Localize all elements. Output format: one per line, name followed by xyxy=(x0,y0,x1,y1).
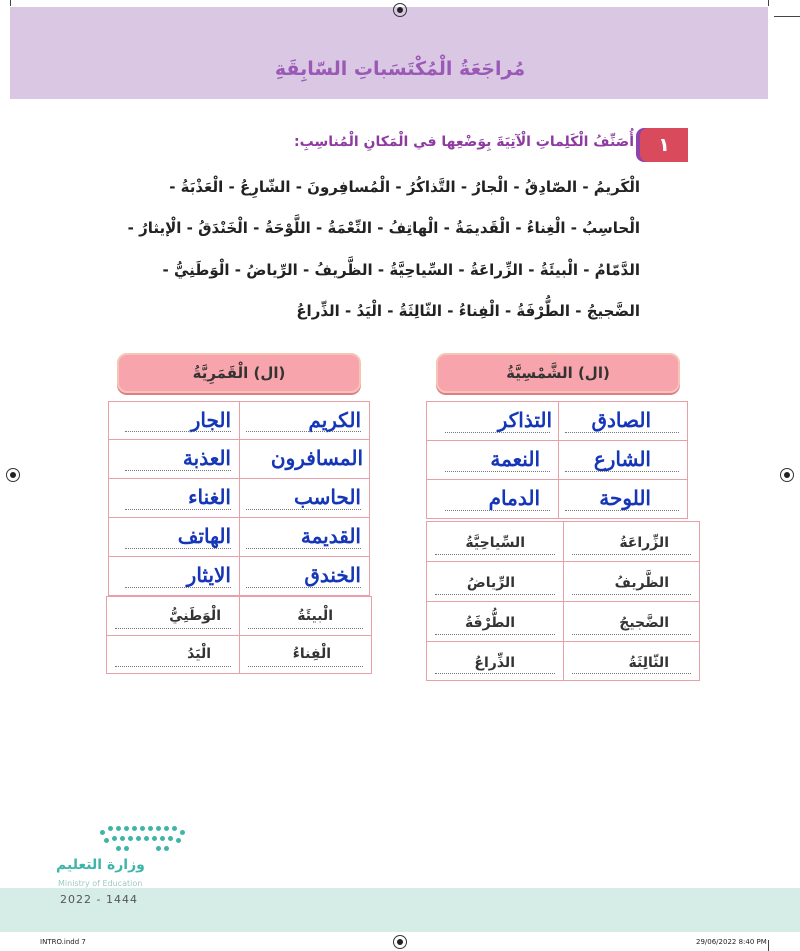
registration-mark-left xyxy=(6,468,20,482)
dotted-line xyxy=(565,432,679,433)
question-number-badge: ١ xyxy=(640,128,688,162)
answer-word: المسافرون xyxy=(270,446,363,470)
dotted-line xyxy=(572,673,691,674)
dotted-line xyxy=(246,431,361,432)
printed-word: الْبيئَةُ xyxy=(297,608,333,624)
dotted-line xyxy=(248,666,363,667)
dotted-line xyxy=(435,554,555,555)
table-cell xyxy=(239,556,370,596)
table-cell xyxy=(563,641,700,681)
word-list-line: الضَّجيجُ - الطُّرْفَةُ - الْفِناءُ - الثّالِثَةُ - الْيَدُ - الذِّراعُ xyxy=(296,302,640,320)
word-list-line: الدَّمّامُ - الْبيئَةُ - الزِّراعَةُ - السِّياحِيَّةُ - الظَّريفُ - الرِّياضُ - الْوَطَنِيُّ - xyxy=(162,261,640,279)
dotted-line xyxy=(125,587,231,588)
dotted-line xyxy=(435,634,555,635)
dotted-line xyxy=(115,666,231,667)
dotted-line xyxy=(445,471,550,472)
printed-word: الطُّرْفَةُ xyxy=(464,615,515,631)
answer-word: الخندق xyxy=(304,563,361,587)
table-cell xyxy=(426,401,559,441)
table-cell xyxy=(239,596,372,636)
dotted-line xyxy=(572,634,691,635)
dotted-line xyxy=(445,432,550,433)
printed-word: الظَّريفُ xyxy=(614,575,669,591)
dotted-line xyxy=(246,509,361,510)
crop-mark xyxy=(10,0,11,6)
printed-word: الرِّياضُ xyxy=(466,575,515,591)
table-cell xyxy=(563,601,700,642)
dotted-line xyxy=(125,548,231,549)
dotted-line xyxy=(445,510,550,511)
answer-word: الايثار xyxy=(186,563,231,587)
slug-date: 29/06/2022 8:40 PM xyxy=(696,938,767,946)
table-cell xyxy=(106,596,240,636)
shamsiya-printed-table xyxy=(426,521,700,681)
crop-mark xyxy=(774,16,800,17)
table-cell xyxy=(239,517,370,557)
printed-word: الذِّراعُ xyxy=(474,655,515,671)
table-cell xyxy=(426,479,559,519)
answer-word: الشارع xyxy=(593,447,651,471)
dotted-line xyxy=(565,471,679,472)
answer-word: الكريم xyxy=(308,408,361,432)
dotted-line xyxy=(572,554,691,555)
answer-word: اللوحة xyxy=(599,486,651,510)
answer-word: الجار xyxy=(190,408,231,432)
table-cell xyxy=(239,401,370,440)
table-cell xyxy=(426,601,564,642)
answer-word: القديمة xyxy=(300,524,361,548)
printed-word: السِّياحِيَّةُ xyxy=(465,535,525,551)
table-cell xyxy=(563,561,700,602)
table-cell xyxy=(108,401,240,440)
answer-word: الصادق xyxy=(591,408,651,432)
table-cell xyxy=(239,439,370,479)
answer-word: العذبة xyxy=(182,446,231,470)
header-band xyxy=(10,7,768,99)
answer-word: الهاتف xyxy=(177,524,231,548)
dotted-line xyxy=(435,594,555,595)
registration-mark-bottom xyxy=(393,935,407,949)
table-cell xyxy=(108,556,240,596)
printed-word: الْوَطَنِيُّ xyxy=(169,608,221,624)
table-cell xyxy=(108,478,240,518)
qamariya-handwritten-table xyxy=(108,401,370,596)
dotted-line xyxy=(565,510,679,511)
table-cell xyxy=(239,635,372,674)
dotted-line xyxy=(125,509,231,510)
registration-mark-right xyxy=(780,468,794,482)
question-instruction: أُصَنِّفُ الْكَلِماتِ الْآتِيَةَ بِوَضْعِها في الْمَكانِ الْمُناسِبِ: xyxy=(294,134,634,150)
dotted-line xyxy=(125,470,231,471)
dotted-line xyxy=(572,594,691,595)
answer-word: الدمام xyxy=(488,486,540,510)
ministry-name-ar: وزارة التعليم xyxy=(56,857,145,873)
shamsiya-handwritten-table xyxy=(426,401,688,519)
printed-word: الثّالِثَةُ xyxy=(628,655,669,671)
printed-word: الضَّجيجُ xyxy=(619,615,669,631)
registration-mark-top xyxy=(393,3,407,17)
dotted-line xyxy=(248,628,363,629)
table-cell xyxy=(108,517,240,557)
dotted-line xyxy=(246,548,361,549)
answer-word: الحاسب xyxy=(293,485,361,509)
table-cell xyxy=(426,521,564,562)
qamariya-printed-table xyxy=(106,596,372,674)
table-cell xyxy=(426,561,564,602)
word-list-line: الْحاسِبُ - الْغِناءُ - الْقَديمَةُ - الْهاتِفُ - النِّعْمَةُ - اللَّوْحَةُ - الْخَنْدَقُ - الْإيثارُ - xyxy=(127,219,640,237)
slug-filename: INTRO.indd 7 xyxy=(40,938,86,946)
table-cell xyxy=(108,439,240,479)
table-cell xyxy=(563,521,700,562)
word-list-line: الْكَريمُ - الصّادِقُ - الْجارُ - التَّذاكُرُ - الْمُسافِرونَ - الشّارِعُ - الْعَذْبَةُ - xyxy=(169,178,640,196)
dotted-line xyxy=(125,431,231,432)
printed-word: الْيَدُ xyxy=(187,646,211,662)
table-cell xyxy=(558,401,688,441)
table-cell xyxy=(106,635,240,674)
table-cell xyxy=(426,440,559,480)
dotted-line xyxy=(246,587,361,588)
edition-year: 2022 - 1444 xyxy=(60,893,138,906)
printed-word: الزِّراعَةُ xyxy=(619,535,669,551)
shamsiya-label: (ال) الشَّمْسِيَّةُ xyxy=(436,353,680,393)
answer-word: النعمة xyxy=(490,447,540,471)
table-cell xyxy=(239,478,370,518)
table-cell xyxy=(426,641,564,681)
page-title: مُراجَعَةُ الْمُكْتَسَباتِ السّابِقَةِ xyxy=(274,58,526,80)
answer-word: التذاكر xyxy=(497,408,552,432)
ministry-name-en: Ministry of Education xyxy=(58,879,143,888)
dotted-line xyxy=(435,673,555,674)
qamariya-label: (ال) الْقَمَرِيَّةُ xyxy=(117,353,361,393)
answer-word: الغناء xyxy=(188,485,231,509)
crop-mark xyxy=(768,0,769,6)
table-cell xyxy=(558,440,688,480)
crop-mark xyxy=(768,940,769,951)
printed-word: الْفِناءُ xyxy=(292,646,331,662)
table-cell xyxy=(558,479,688,519)
dotted-line xyxy=(115,628,231,629)
